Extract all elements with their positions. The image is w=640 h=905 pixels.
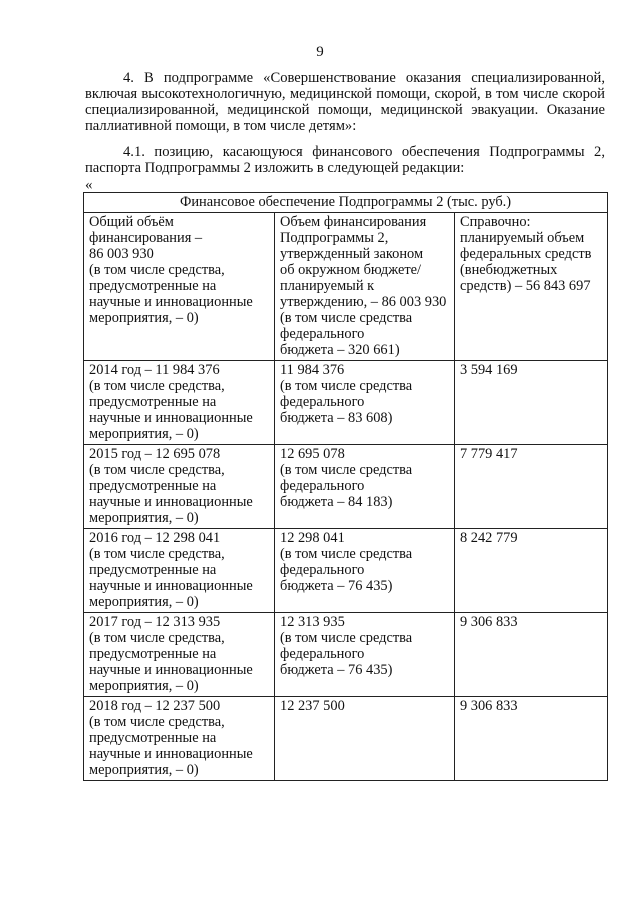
row-year-total: 2014 год – 11 984 376 (в том числе средства, предусмотренные на научные и инновационные мероприятия, – 0) — [84, 361, 275, 445]
row-federal-amount: 3 594 169 — [455, 361, 608, 445]
row-federal-amount: 8 242 779 — [455, 529, 608, 613]
row-year-total: 2017 год – 12 313 935 (в том числе средства, предусмотренные на научные и инновационные мероприятия, – 0) — [84, 613, 275, 697]
table-row — [84, 697, 608, 781]
header-federal-reference: Справочно: планируемый объем федеральных средств (внебюджетных средств) – 56 843 697 — [455, 213, 608, 361]
table-caption-row — [84, 193, 608, 213]
opening-quote-mark: « — [85, 177, 93, 193]
row-year-total: 2018 год – 12 237 500 (в том числе средства, предусмотренные на научные и инновационные мероприятия, – 0) — [84, 697, 275, 781]
row-federal-amount: 7 779 417 — [455, 445, 608, 529]
header-budget-financing: Объем финансирования Подпрограммы 2, утвержденный законом об окружном бюджете/ планируемый к утверждению, – 86 003 930 (в том числе средства федерального бюджета – 320 661) — [275, 213, 455, 361]
header-total-financing: Общий объём финансирования – 86 003 930 (в том числе средства, предусмотренные на научные и инновационные мероприятия, – 0) — [84, 213, 275, 361]
row-federal-amount: 9 306 833 — [455, 697, 608, 781]
page-number: 9 — [316, 44, 324, 60]
table-row — [84, 529, 608, 613]
financing-table — [83, 192, 608, 781]
row-budget-amount: 12 298 041 (в том числе средства федерального бюджета – 76 435) — [275, 529, 455, 613]
table-row — [84, 445, 608, 529]
row-budget-amount: 12 695 078 (в том числе средства федерального бюджета – 84 183) — [275, 445, 455, 529]
row-budget-amount: 12 313 935 (в том числе средства федерального бюджета – 76 435) — [275, 613, 455, 697]
row-year-total: 2016 год – 12 298 041 (в том числе средства, предусмотренные на научные и инновационные мероприятия, – 0) — [84, 529, 275, 613]
row-federal-amount: 9 306 833 — [455, 613, 608, 697]
table-row — [84, 361, 608, 445]
table-row — [84, 613, 608, 697]
paragraph-subprogram-title: 4. В подпрограмме «Совершенствование оказания специализированной, включая высокотехнологичную, медицинской помощи, скорой, в том числе скорой специализированной, медицинской помощи, медицинской эвакуации. Оказание паллиативной помощи, в том числе детям»: — [85, 70, 605, 134]
row-budget-amount: 11 984 376 (в том числе средства федерального бюджета – 83 608) — [275, 361, 455, 445]
table-caption: Финансовое обеспечение Подпрограммы 2 (тыс. руб.) — [84, 193, 608, 213]
row-year-total: 2015 год – 12 695 078 (в том числе средства, предусмотренные на научные и инновационные мероприятия, – 0) — [84, 445, 275, 529]
paragraph-amendment-instruction: 4.1. позицию, касающуюся финансового обеспечения Подпрограммы 2, паспорта Подпрограммы 2 изложить в следующей редакции: — [85, 144, 605, 176]
row-budget-amount: 12 237 500 — [275, 697, 455, 781]
table-header-row — [84, 213, 608, 361]
